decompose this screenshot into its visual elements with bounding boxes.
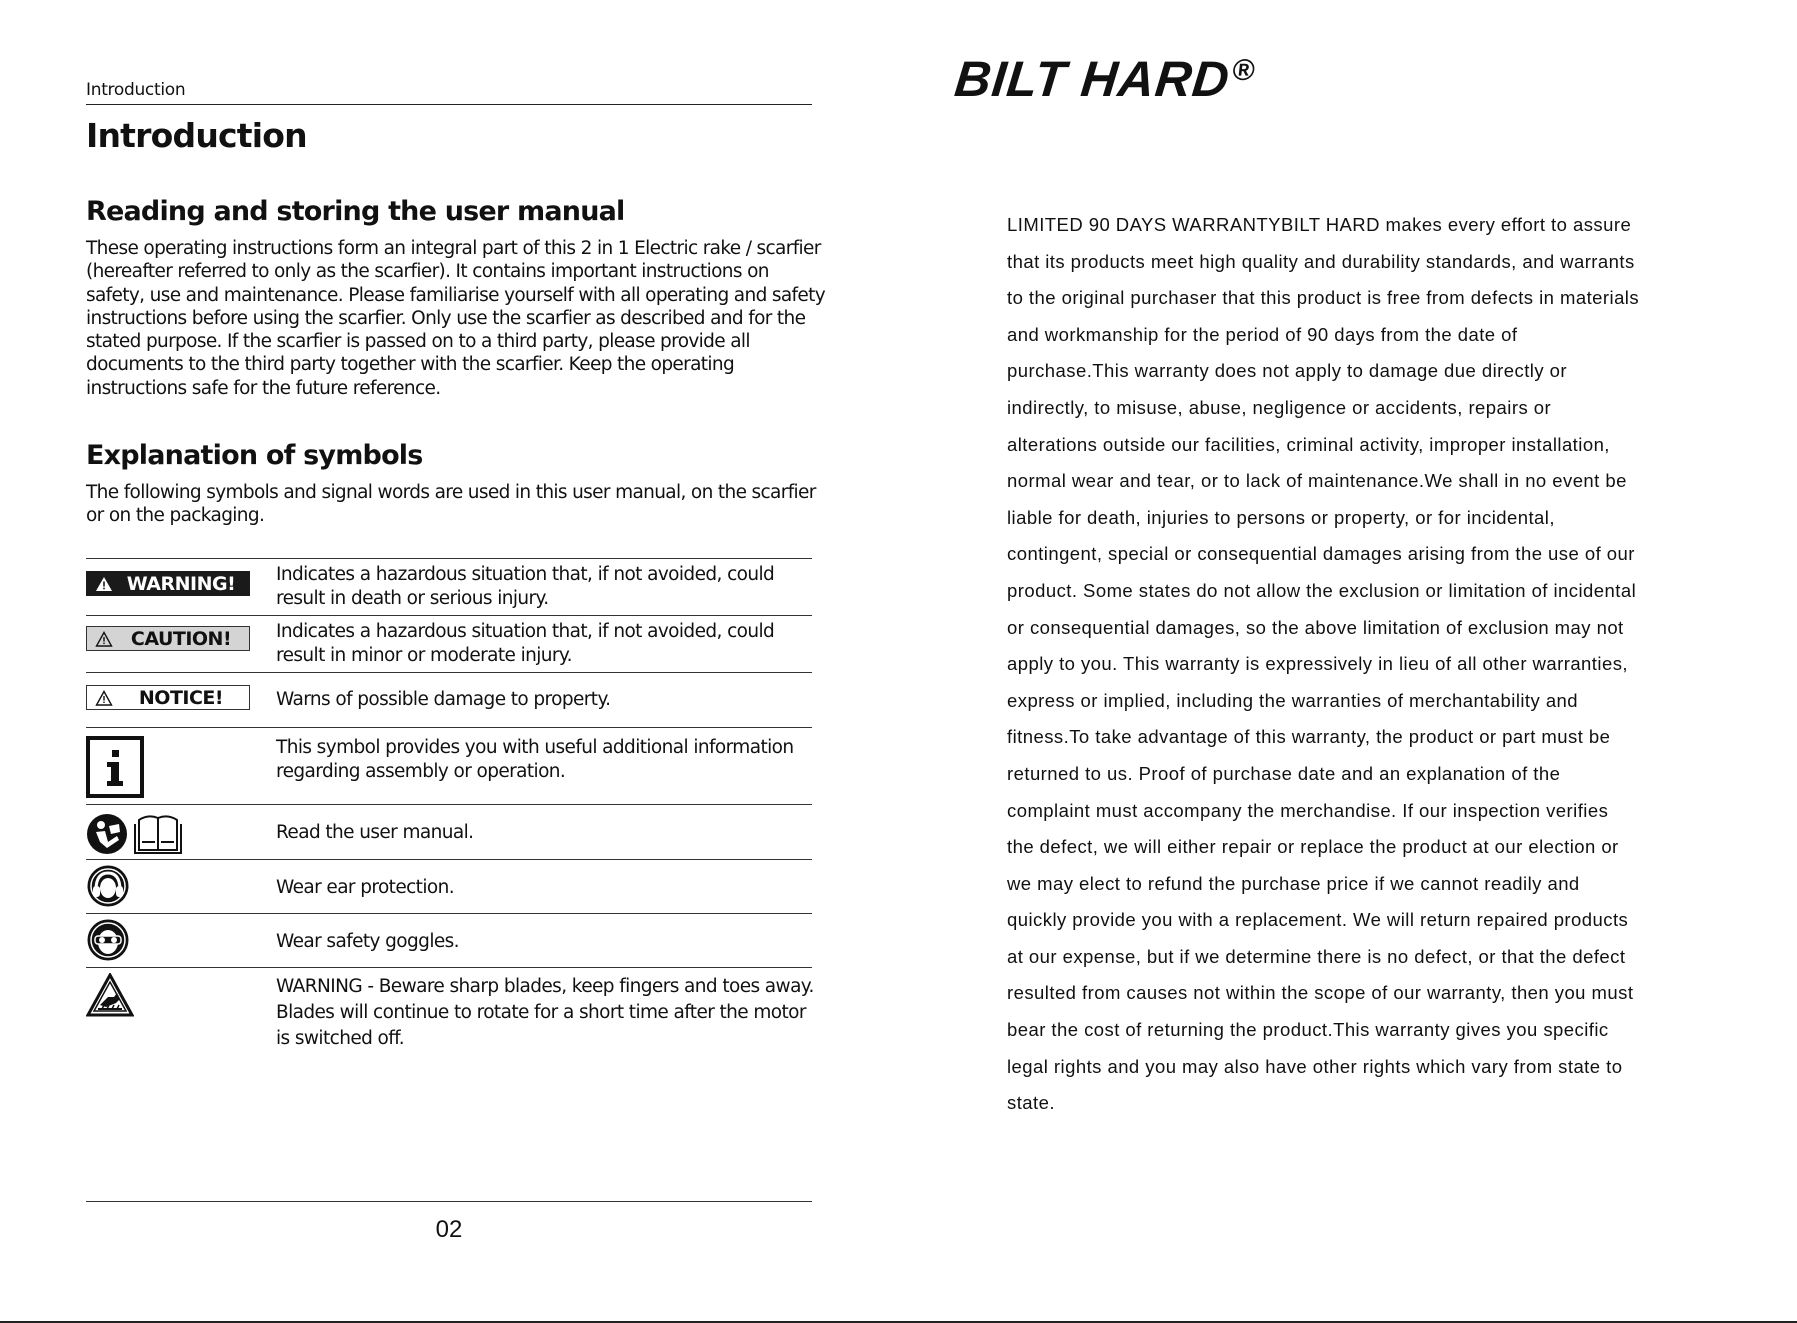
table-divider xyxy=(86,913,812,914)
brand-logo xyxy=(952,50,1258,108)
registered-mark: ® xyxy=(1230,54,1258,87)
ear-protection-icon xyxy=(86,864,130,913)
symbol-description: Wear safety goggles. xyxy=(276,931,459,952)
right-page xyxy=(952,0,1695,1323)
brand-name: BILT HARD xyxy=(952,51,1233,107)
table-divider xyxy=(86,967,812,968)
symbol-description: Indicates a hazardous situation that, if not avoided, could result in minor or moderate injury. xyxy=(276,621,775,666)
symbol-description: WARNING - Beware sharp blades, keep fingers and toes away. Blades will continue to rotate for a short time after the motor is switched off. xyxy=(276,976,814,1049)
header-divider xyxy=(86,104,812,105)
reading-paragraph: These operating instructions form an integral part of this 2 in 1 Electric rake / scarfier (hereafter referred to only as the scarfier). It contains important instructions on safety, use and maintenance. Please familiarise yourself with all operating and safety instructions before using the scarfier. Only use the scarfier as described and for the stated purpose. If the scarfier is passed on to a third party, please provide all documents to the third party together with the scarfier. Keep the operating instructions safe for the future reference. xyxy=(86,238,826,399)
reading-heading: Reading and storing the user manual xyxy=(86,196,625,227)
safety-goggles-icon xyxy=(86,918,130,967)
table-divider xyxy=(86,804,812,805)
page-number: 02 xyxy=(435,1216,463,1243)
symbol-description: Indicates a hazardous situation that, if not avoided, could result in death or serious injury. xyxy=(276,564,775,609)
table-divider xyxy=(86,558,812,559)
sharp-blades-warning-icon xyxy=(86,973,134,1022)
symbol-description: This symbol provides you with useful additional information regarding assembly or operation. xyxy=(276,737,794,782)
notice-badge: NOTICE! xyxy=(86,685,250,710)
warranty-paragraph: LIMITED 90 DAYS WARRANTYBILT HARD makes every effort to assure that its products meet high quality and durability standards, and warrants to the original purchaser that this product is free from defects in materials and workmanship for the period of 90 days from the date of purchase.This warranty does not apply to damage due directly or indirectly, to misuse, abuse, negligence or accidents, repairs or alterations outside our facilities, criminal activity, improper installation, normal wear and tear, or to lack of maintenance.We shall in no event be liable for death, injuries to persons or property, or for incidental, contingent, special or consequential damages arising from the use of our product. Some states do not allow the exclusion or limitation of incidental or consequential damages, so the above limitation of exclusion may not apply to you. This warranty is expressively in lieu of all other warranties, express or implied, including the warranties of merchantability and fitness.To take advantage of this warranty, the product or part must be returned to us. Proof of purchase date and an explanation of the complaint must accompany the merchandise. If our inspection verifies the defect, we will either repair or replace the product at our election or we may elect to refund the purchase price if we cannot readily and quickly provide you with a replacement. We will return repaired products at our expense, but if we determine there is no defect, or that the defect resulted from causes not within the scope of our warranty, then you must bear the cost of returning the product.This warranty gives you specific legal rights and you may also have other rights which vary from state to state. xyxy=(1007,214,1640,1114)
caution-triangle-icon xyxy=(87,631,121,647)
warning-badge: WARNING! xyxy=(86,571,250,596)
info-icon xyxy=(86,736,144,803)
symbols-intro-paragraph: The following symbols and signal words are used in this user manual, on the scarfier or on the packaging. xyxy=(86,482,816,527)
read-manual-icon xyxy=(86,812,186,861)
left-page xyxy=(86,0,826,1323)
running-header: Introduction xyxy=(86,80,186,100)
table-divider xyxy=(86,615,812,616)
symbol-description: Read the user manual. xyxy=(276,822,474,843)
footer-divider xyxy=(86,1201,812,1202)
symbol-description: Warns of possible damage to property. xyxy=(276,689,611,710)
caution-badge: CAUTION! xyxy=(86,626,250,651)
warning-triangle-icon xyxy=(87,576,121,592)
page-title: Introduction xyxy=(86,116,307,155)
table-divider xyxy=(86,727,812,728)
symbols-heading: Explanation of symbols xyxy=(86,440,423,471)
table-divider xyxy=(86,859,812,860)
symbol-description: Wear ear protection. xyxy=(276,877,455,898)
table-divider xyxy=(86,672,812,673)
notice-triangle-icon xyxy=(87,690,121,706)
